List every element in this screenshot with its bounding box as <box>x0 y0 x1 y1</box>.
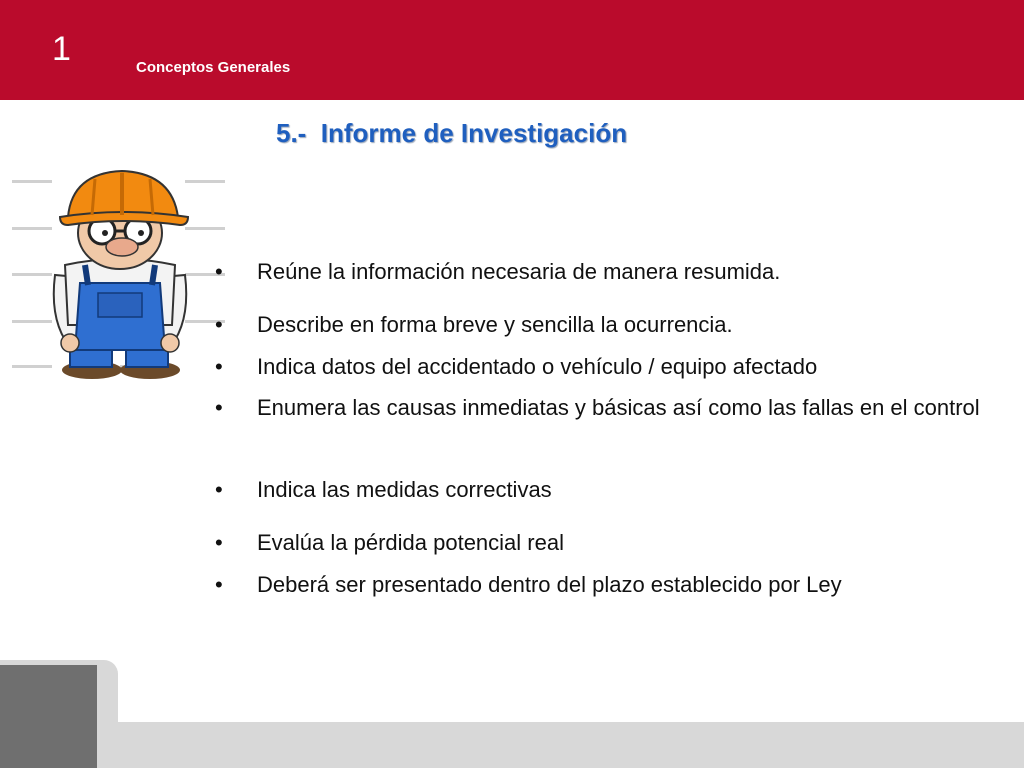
header-bar <box>0 0 1024 100</box>
bullet-marker: • <box>215 259 223 284</box>
bullet-text: Evalúa la pérdida potencial real <box>257 530 564 555</box>
bullet-text: Reúne la información necesaria de manera resumida. <box>257 259 781 284</box>
bullet-marker: • <box>215 354 223 379</box>
slide-number: 1 <box>52 30 71 68</box>
bullet-text: Describe en forma breve y sencilla la ocurrencia. <box>257 312 733 337</box>
list-item <box>215 350 1005 384</box>
list-item <box>215 255 1005 289</box>
section-title: Conceptos Generales <box>136 59 291 76</box>
footer-corner-inner <box>0 665 97 768</box>
list-item <box>215 391 1005 425</box>
list-item <box>215 308 1005 342</box>
page-title: 5.- Informe de Investigación <box>276 118 628 148</box>
bullet-marker: • <box>215 530 223 555</box>
bullet-text: Deberá ser presentado dentro del plazo establecido por Ley <box>257 572 842 597</box>
construction-worker-illustration <box>10 165 230 385</box>
list-item <box>215 473 1005 507</box>
bullet-text: Enumera las causas inmediatas y básicas así como las fallas en el control <box>257 395 980 420</box>
list-item <box>215 526 1005 560</box>
bullet-text: Indica datos del accidentado o vehículo / equipo afectado <box>257 354 818 379</box>
bullet-marker: • <box>215 477 223 502</box>
bullet-marker: • <box>215 312 223 337</box>
bullet-text: Indica las medidas correctivas <box>257 477 552 502</box>
bullet-marker: • <box>215 395 223 420</box>
footer-strip <box>110 722 1024 768</box>
bullet-marker: • <box>215 572 223 597</box>
list-item <box>215 568 1005 602</box>
